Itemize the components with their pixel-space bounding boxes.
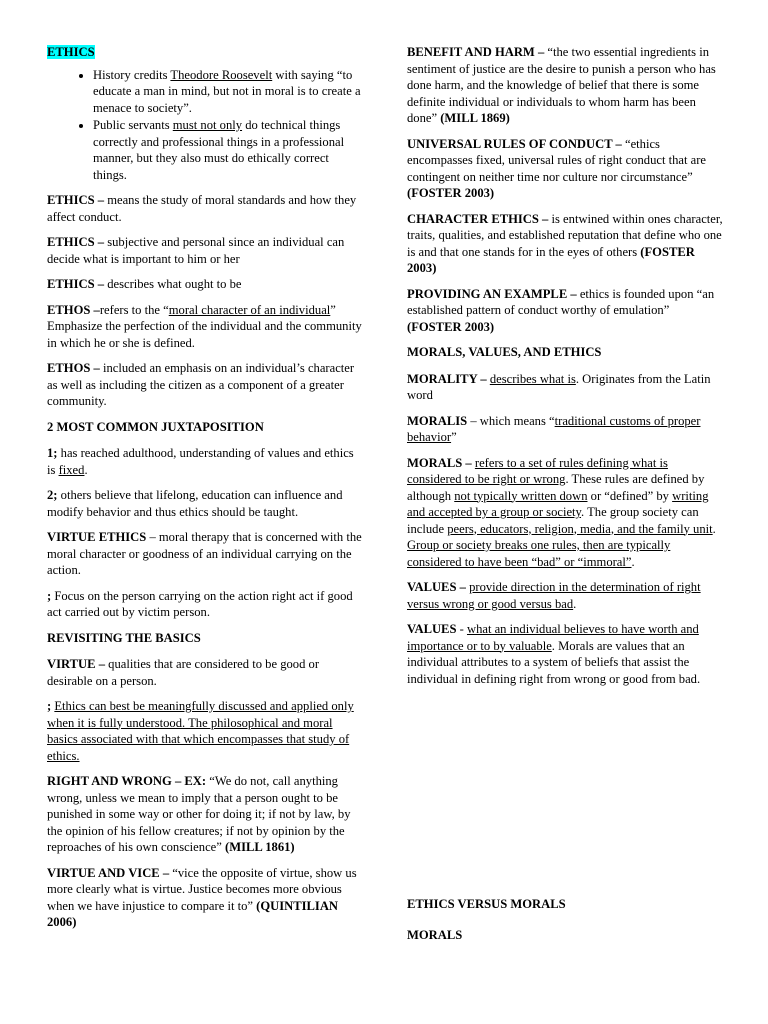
- underlined-text: not typically written down: [454, 488, 588, 503]
- underlined-text: Ethics can best be meaningfully discussed and applied only when it is fully understood. The philosophical and moral basics associated with that which encompasses that study of ethics.: [47, 699, 354, 763]
- paragraph: [47, 588, 365, 621]
- text-run: .: [631, 554, 635, 569]
- text-run: Focus on the person carrying on the action right act if good act carried out by victim person.: [47, 588, 353, 619]
- bold-term: ETHOS –: [47, 361, 100, 375]
- section-heading: [407, 927, 725, 944]
- text-run: has reached adulthood, understanding of values and ethics is: [47, 446, 354, 477]
- bold-term: MORALS –: [407, 455, 472, 470]
- left-column: [47, 44, 365, 940]
- paragraph: [47, 865, 365, 931]
- bold-term: (FOSTER 2003): [407, 319, 495, 334]
- text-run: . The group society can include: [407, 505, 699, 536]
- bold-term: UNIVERSAL RULES OF CONDUCT –: [407, 136, 622, 151]
- text-run: History credits: [93, 67, 171, 82]
- text-run: or “defined” by: [587, 488, 673, 503]
- paragraph: [47, 192, 365, 225]
- paragraph: [47, 698, 365, 764]
- right-paragraphs: [407, 44, 725, 687]
- paragraph: [47, 529, 365, 579]
- paragraph: [407, 286, 725, 336]
- text-run: do technical things correctly and professional things in a professional manner, but they also must do ethically correct things.: [93, 118, 345, 182]
- paragraph: [47, 656, 365, 689]
- bullet-item: [93, 67, 365, 117]
- text-run: -: [456, 622, 467, 636]
- bold-term: CHARACTER ETHICS –: [407, 211, 549, 226]
- section-heading: [407, 344, 725, 361]
- intro-bullet-list: [47, 67, 365, 184]
- text-run: . Originates from the Latin word: [407, 371, 711, 402]
- underlined-text: traditional customs of proper behavior: [407, 413, 701, 444]
- text-run: .: [84, 462, 88, 477]
- text-run: – moral therapy that is concerned with the moral character or goodness of an individual carrying on the action.: [47, 530, 362, 577]
- paragraph: [407, 211, 725, 277]
- section-heading: [47, 419, 365, 436]
- paragraph: [47, 234, 365, 267]
- bullet-item: [93, 117, 365, 183]
- underlined-text: Theodore Roosevelt: [170, 67, 273, 82]
- bold-term: VIRTUE ETHICS: [47, 530, 147, 544]
- text-run: ” Emphasize the perfection of the individual and the community in which he or she is defined.: [47, 302, 362, 350]
- bold-term: (MILL 1861): [225, 840, 295, 854]
- underlined-text: refers to a set of rules defining what is considered to be right or wrong: [407, 455, 668, 486]
- text-run: subjective and personal since an individual can decide what is important to him or her: [47, 235, 345, 266]
- text-run: “We do not, call anything wrong, unless we mean to imply that a person ought to be punished in some way or other for doing it; if not by law, by the opinion of his fellow creatures; if not by opinion by the reproaches of his own conscience”: [47, 774, 351, 854]
- bold-term: (FOSTER 2003): [407, 186, 495, 200]
- text-run: ”: [451, 430, 457, 444]
- paragraph: [407, 136, 725, 202]
- paragraph: [47, 487, 365, 520]
- underlined-text: what an individual believes to have worth and importance or to by valuable: [407, 622, 699, 653]
- paragraph: [47, 276, 365, 293]
- paragraph: [407, 455, 725, 571]
- text-run: REVISITING THE BASICS: [47, 630, 201, 645]
- text-run: others believe that lifelong, education can influence and modify behavior and thus ethics should be taught.: [47, 488, 343, 519]
- bold-term: (MILL 1869): [440, 111, 510, 125]
- bold-term: 1;: [47, 446, 58, 460]
- highlighted-title: ETHICS: [47, 45, 95, 59]
- paragraph: [407, 579, 725, 612]
- ethics-title: [47, 44, 365, 61]
- bold-term: ETHICS –: [47, 193, 105, 207]
- paragraph: [47, 302, 365, 352]
- underlined-text: provide direction in the determination of right versus wrong or good versus bad: [407, 580, 701, 611]
- text-run: MORALS: [407, 927, 463, 942]
- text-run: MORALS, VALUES, AND ETHICS: [407, 345, 602, 359]
- text-run: “ethics encompasses fixed, universal rules of right conduct that are contingent on neither time nor culture nor circumstance”: [407, 136, 707, 184]
- text-run: “the two essential ingredients in sentiment of justice are the desire to punish a person who has done harm, and the knowledge of belief that there is some definite individual or individuals to whom harm has been done”: [407, 45, 716, 125]
- bold-term: BENEFIT AND HARM –: [407, 45, 545, 59]
- section-heading: [47, 630, 365, 647]
- text-run: . Morals are values that an individual attributes to a system of beliefs that assist the individual in defining right from wrong or good from bad.: [407, 638, 701, 686]
- bold-term: 2;: [47, 488, 58, 502]
- text-run: describes what ought to be: [104, 277, 242, 291]
- paragraph: [47, 360, 365, 410]
- bold-term: MORALITY –: [407, 371, 487, 386]
- underlined-text: must not only: [172, 118, 243, 132]
- paragraph: [407, 44, 725, 127]
- bold-term: VALUES: [407, 622, 457, 636]
- text-run: ethics is founded upon “an established pattern of conduct worthy of emulation”: [407, 286, 715, 317]
- underlined-text: peers, educators, religion, media, and the family unit: [447, 521, 713, 536]
- text-run: qualities that are considered to be good or desirable on a person.: [47, 657, 320, 688]
- bold-term: (FOSTER 2003): [407, 244, 695, 275]
- text-run: ETHICS VERSUS MORALS: [407, 897, 566, 911]
- bold-term: ETHICS –: [47, 277, 105, 291]
- text-run: 2 MOST COMMON JUXTAPOSITION: [47, 419, 264, 434]
- text-run: . These rules are defined by although: [407, 472, 705, 503]
- text-run: .: [712, 521, 716, 536]
- text-run: with saying “to educate a man in mind, but not in moral is to create a menace to society”.: [93, 67, 361, 115]
- underlined-text: fixed: [58, 462, 85, 477]
- bold-term: ;: [47, 588, 52, 603]
- bold-term: ETHICS –: [47, 235, 105, 249]
- text-run: included an emphasis on an individual’s character as well as including the citizen as a component of a greater community.: [47, 361, 355, 408]
- bold-term: ;: [47, 699, 52, 713]
- bold-term: VALUES –: [407, 580, 466, 594]
- left-paragraphs: [47, 192, 365, 931]
- bold-term: VIRTUE –: [47, 657, 105, 671]
- underlined-text: moral character of an individual: [168, 302, 331, 317]
- right-column: [407, 44, 725, 942]
- paragraph: [407, 371, 725, 404]
- paragraph: [47, 445, 365, 478]
- paragraph: [47, 773, 365, 856]
- text-run: refers to the “: [99, 302, 169, 317]
- right-bottom-headings: [407, 896, 725, 957]
- underlined-text: writing and accepted by a group or society: [407, 488, 709, 519]
- paragraph: [407, 413, 725, 446]
- bold-term: VIRTUE AND VICE –: [47, 865, 170, 880]
- bold-term: ETHOS –: [47, 302, 100, 317]
- text-run: Public servants: [93, 118, 173, 132]
- underlined-text: describes what is: [489, 371, 576, 386]
- text-run: .: [573, 596, 577, 611]
- bold-term: (QUINTILIAN 2006): [47, 898, 339, 929]
- text-run: “vice the opposite of virtue, show us more clearly what is virtue. Justice becomes more obvious when we have injustice to compare it to”: [47, 865, 357, 913]
- bold-term: MORALIS: [407, 413, 468, 428]
- bold-term: RIGHT AND WRONG – EX:: [47, 774, 207, 788]
- text-run: is entwined within ones character, traits, qualities, and established reputation that define who one is and that one stands for in the eyes of others: [407, 211, 723, 259]
- underlined-text: Group or society breaks one rules, then are typically considered to have been “bad” or “immoral”: [407, 538, 671, 569]
- text-run: means the study of moral standards and how they affect conduct.: [47, 193, 357, 224]
- bold-term: PROVIDING AN EXAMPLE –: [407, 286, 577, 301]
- paragraph: [407, 621, 725, 687]
- text-run: – which means “: [467, 413, 555, 428]
- section-heading: [407, 896, 725, 913]
